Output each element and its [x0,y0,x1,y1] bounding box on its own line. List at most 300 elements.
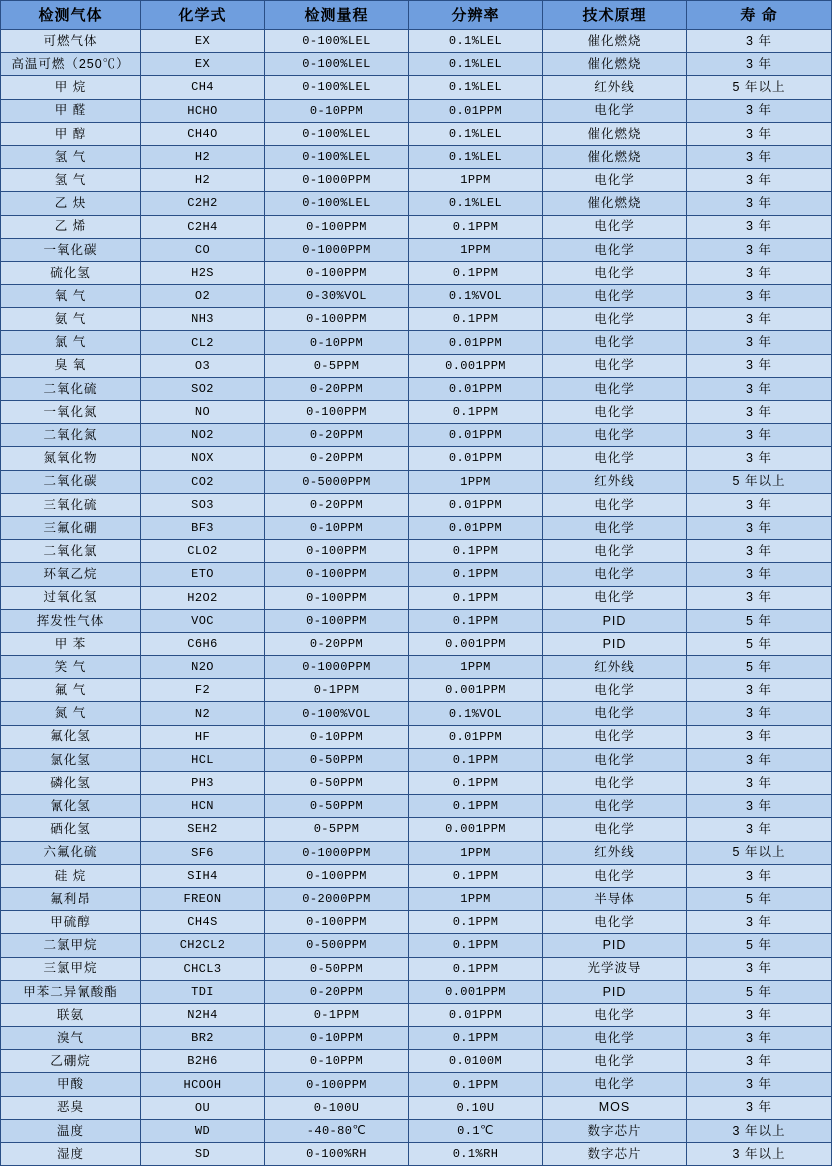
cell-gas: 氰化氢 [1,795,141,818]
cell-formula: C2H4 [141,215,265,238]
cell-lifespan: 3 年 [687,122,832,145]
table-row [1,285,832,308]
cell-principle: MOS [543,1096,687,1119]
cell-resolution: 0.001PPM [409,354,543,377]
cell-resolution: 0.1PPM [409,864,543,887]
cell-resolution: 0.1PPM [409,261,543,284]
cell-formula: SF6 [141,841,265,864]
cell-lifespan: 3 年 [687,424,832,447]
cell-range: 0-20PPM [265,980,409,1003]
cell-formula: NOX [141,447,265,470]
cell-range: 0-10PPM [265,725,409,748]
cell-resolution: 1PPM [409,656,543,679]
cell-principle: 数字芯片 [543,1143,687,1166]
cell-lifespan: 3 年 [687,238,832,261]
cell-range: 0-50PPM [265,772,409,795]
cell-resolution: 0.01PPM [409,99,543,122]
cell-resolution: 0.1PPM [409,563,543,586]
column-header-resolution: 分辨率 [409,1,543,30]
cell-gas: 三氟化硼 [1,516,141,539]
cell-resolution: 0.01PPM [409,377,543,400]
cell-gas: 笑 气 [1,656,141,679]
table-row [1,169,832,192]
cell-gas: 温度 [1,1119,141,1142]
cell-range: 0-100%LEL [265,192,409,215]
cell-principle: PID [543,632,687,655]
cell-gas: 甲酸 [1,1073,141,1096]
cell-gas: 乙 炔 [1,192,141,215]
table-row [1,215,832,238]
cell-gas: 环氧乙烷 [1,563,141,586]
cell-gas: 三氯甲烷 [1,957,141,980]
cell-lifespan: 3 年 [687,795,832,818]
cell-gas: 氯化氢 [1,748,141,771]
cell-range: 0-100%LEL [265,30,409,53]
cell-principle: 电化学 [543,377,687,400]
cell-range: 0-20PPM [265,424,409,447]
cell-formula: HCN [141,795,265,818]
table-row [1,76,832,99]
cell-range: 0-100PPM [265,609,409,632]
cell-gas: 氢 气 [1,169,141,192]
table-row [1,261,832,284]
table-row [1,331,832,354]
cell-range: 0-1000PPM [265,841,409,864]
cell-range: 0-10PPM [265,331,409,354]
cell-lifespan: 3 年 [687,748,832,771]
cell-principle: 电化学 [543,331,687,354]
table-row [1,192,832,215]
cell-gas: 二氧化碳 [1,470,141,493]
cell-resolution: 0.1PPM [409,586,543,609]
cell-principle: 红外线 [543,470,687,493]
cell-lifespan: 3 年以上 [687,1119,832,1142]
cell-resolution: 0.1PPM [409,911,543,934]
cell-range: 0-100%RH [265,1143,409,1166]
table-row [1,980,832,1003]
cell-formula: NO [141,401,265,424]
cell-lifespan: 5 年以上 [687,470,832,493]
cell-resolution: 0.1PPM [409,957,543,980]
cell-formula: SEH2 [141,818,265,841]
cell-formula: OU [141,1096,265,1119]
column-header-gas: 检测气体 [1,1,141,30]
cell-range: 0-5000PPM [265,470,409,493]
cell-resolution: 1PPM [409,238,543,261]
table-row [1,772,832,795]
cell-lifespan: 3 年 [687,331,832,354]
table-row [1,702,832,725]
table-row [1,679,832,702]
cell-formula: N2O [141,656,265,679]
cell-gas: 甲 醇 [1,122,141,145]
cell-resolution: 0.1PPM [409,1073,543,1096]
cell-lifespan: 3 年 [687,493,832,516]
cell-lifespan: 3 年 [687,215,832,238]
cell-principle: 红外线 [543,76,687,99]
cell-gas: 溴气 [1,1027,141,1050]
cell-resolution: 0.001PPM [409,818,543,841]
cell-resolution: 0.01PPM [409,447,543,470]
cell-resolution: 0.1PPM [409,795,543,818]
cell-formula: CH2CL2 [141,934,265,957]
cell-resolution: 0.1%LEL [409,30,543,53]
cell-principle: PID [543,609,687,632]
cell-lifespan: 3 年 [687,1003,832,1026]
cell-resolution: 0.1%LEL [409,145,543,168]
cell-gas: 甲硫醇 [1,911,141,934]
table-row [1,540,832,563]
cell-lifespan: 3 年 [687,53,832,76]
cell-lifespan: 3 年 [687,169,832,192]
cell-lifespan: 3 年 [687,285,832,308]
cell-lifespan: 3 年 [687,99,832,122]
cell-range: 0-100PPM [265,563,409,586]
cell-formula: NH3 [141,308,265,331]
cell-range: 0-10PPM [265,1050,409,1073]
cell-principle: 电化学 [543,748,687,771]
cell-range: 0-5PPM [265,354,409,377]
cell-gas: 湿度 [1,1143,141,1166]
cell-gas: 恶臭 [1,1096,141,1119]
cell-range: 0-100%LEL [265,122,409,145]
cell-resolution: 0.001PPM [409,632,543,655]
cell-gas: 甲苯二异氰酸酯 [1,980,141,1003]
cell-gas: 甲 苯 [1,632,141,655]
cell-range: 0-2000PPM [265,887,409,910]
table-row [1,1027,832,1050]
cell-principle: PID [543,980,687,1003]
cell-resolution: 0.1PPM [409,1027,543,1050]
cell-range: 0-10PPM [265,1027,409,1050]
cell-range: 0-500PPM [265,934,409,957]
cell-principle: 电化学 [543,563,687,586]
cell-gas: 氟 气 [1,679,141,702]
cell-lifespan: 3 年 [687,30,832,53]
cell-formula: TDI [141,980,265,1003]
cell-lifespan: 3 年 [687,1073,832,1096]
cell-principle: 电化学 [543,169,687,192]
cell-lifespan: 5 年以上 [687,76,832,99]
cell-resolution: 0.1%LEL [409,76,543,99]
cell-lifespan: 3 年 [687,772,832,795]
cell-principle: 电化学 [543,540,687,563]
cell-principle: 电化学 [543,516,687,539]
table-row [1,725,832,748]
table-row [1,748,832,771]
cell-principle: 电化学 [543,261,687,284]
table-row [1,864,832,887]
cell-range: 0-50PPM [265,748,409,771]
cell-gas: 氮 气 [1,702,141,725]
cell-lifespan: 3 年 [687,261,832,284]
cell-lifespan: 3 年 [687,540,832,563]
cell-resolution: 0.1%LEL [409,122,543,145]
cell-gas: 二氯甲烷 [1,934,141,957]
table-row [1,354,832,377]
cell-lifespan: 3 年 [687,679,832,702]
cell-resolution: 1PPM [409,841,543,864]
table-row [1,586,832,609]
table-row [1,609,832,632]
cell-range: 0-1PPM [265,1003,409,1026]
cell-resolution: 1PPM [409,169,543,192]
cell-principle: 电化学 [543,1027,687,1050]
cell-range: 0-1000PPM [265,656,409,679]
cell-formula: O2 [141,285,265,308]
cell-principle: 催化燃烧 [543,122,687,145]
table-row [1,841,832,864]
table-row [1,795,832,818]
cell-lifespan: 3 年 [687,516,832,539]
cell-resolution: 0.01PPM [409,331,543,354]
cell-lifespan: 3 年 [687,911,832,934]
cell-formula: CHCL3 [141,957,265,980]
cell-formula: H2 [141,169,265,192]
cell-formula: FREON [141,887,265,910]
cell-principle: 电化学 [543,354,687,377]
cell-principle: 半导体 [543,887,687,910]
cell-resolution: 0.1PPM [409,308,543,331]
cell-resolution: 0.01PPM [409,424,543,447]
cell-range: 0-20PPM [265,493,409,516]
cell-formula: HCOOH [141,1073,265,1096]
cell-lifespan: 5 年 [687,656,832,679]
cell-range: 0-100PPM [265,864,409,887]
cell-gas: 乙硼烷 [1,1050,141,1073]
cell-principle: 电化学 [543,99,687,122]
cell-gas: 一氧化碳 [1,238,141,261]
cell-gas: 氯 气 [1,331,141,354]
cell-lifespan: 3 年 [687,586,832,609]
cell-formula: NO2 [141,424,265,447]
table-row [1,957,832,980]
cell-resolution: 0.01PPM [409,516,543,539]
cell-formula: CO2 [141,470,265,493]
cell-formula: HCHO [141,99,265,122]
cell-lifespan: 3 年 [687,377,832,400]
cell-resolution: 0.1℃ [409,1119,543,1142]
cell-range: 0-100%LEL [265,145,409,168]
cell-lifespan: 3 年 [687,1027,832,1050]
cell-principle: 电化学 [543,285,687,308]
table-row [1,447,832,470]
table-row [1,1096,832,1119]
cell-range: 0-100U [265,1096,409,1119]
cell-principle: 电化学 [543,679,687,702]
cell-resolution: 0.1%LEL [409,53,543,76]
cell-gas: 三氧化硫 [1,493,141,516]
cell-gas: 臭 氧 [1,354,141,377]
column-header-range: 检测量程 [265,1,409,30]
cell-resolution: 0.1%LEL [409,192,543,215]
cell-principle: 电化学 [543,772,687,795]
cell-gas: 二氧化氮 [1,424,141,447]
cell-gas: 硅 烷 [1,864,141,887]
cell-formula: BF3 [141,516,265,539]
cell-lifespan: 3 年以上 [687,1143,832,1166]
cell-principle: 电化学 [543,864,687,887]
cell-lifespan: 3 年 [687,308,832,331]
cell-formula: H2O2 [141,586,265,609]
cell-formula: SO3 [141,493,265,516]
cell-resolution: 0.01PPM [409,1003,543,1026]
cell-formula: SD [141,1143,265,1166]
cell-lifespan: 5 年 [687,980,832,1003]
cell-lifespan: 5 年以上 [687,841,832,864]
cell-resolution: 0.01PPM [409,725,543,748]
cell-formula: F2 [141,679,265,702]
column-header-lifespan: 寿 命 [687,1,832,30]
cell-formula: VOC [141,609,265,632]
cell-principle: 催化燃烧 [543,53,687,76]
cell-lifespan: 5 年 [687,609,832,632]
cell-lifespan: 5 年 [687,887,832,910]
cell-principle: 电化学 [543,911,687,934]
table-row [1,377,832,400]
cell-formula: C6H6 [141,632,265,655]
table-row [1,887,832,910]
cell-formula: B2H6 [141,1050,265,1073]
cell-lifespan: 3 年 [687,354,832,377]
cell-gas: 可燃气体 [1,30,141,53]
cell-principle: 电化学 [543,308,687,331]
cell-formula: HCL [141,748,265,771]
table-row [1,1143,832,1166]
cell-lifespan: 3 年 [687,1050,832,1073]
table-header-row [1,1,832,30]
cell-formula: SO2 [141,377,265,400]
cell-lifespan: 3 年 [687,1096,832,1119]
cell-resolution: 0.1%VOL [409,702,543,725]
cell-resolution: 0.1PPM [409,401,543,424]
cell-gas: 氟化氢 [1,725,141,748]
cell-resolution: 0.1%VOL [409,285,543,308]
cell-resolution: 0.0100M [409,1050,543,1073]
cell-principle: 催化燃烧 [543,30,687,53]
table-row [1,632,832,655]
column-header-principle: 技术原理 [543,1,687,30]
cell-gas: 挥发性气体 [1,609,141,632]
cell-lifespan: 3 年 [687,702,832,725]
cell-resolution: 0.1PPM [409,609,543,632]
cell-range: 0-5PPM [265,818,409,841]
cell-resolution: 1PPM [409,887,543,910]
cell-formula: H2 [141,145,265,168]
cell-gas: 磷化氢 [1,772,141,795]
cell-gas: 氟利昂 [1,887,141,910]
cell-formula: WD [141,1119,265,1142]
cell-formula: EX [141,53,265,76]
cell-resolution: 0.001PPM [409,679,543,702]
table-row [1,53,832,76]
cell-gas: 联氨 [1,1003,141,1026]
table-row [1,656,832,679]
cell-range: 0-10PPM [265,516,409,539]
cell-resolution: 0.1PPM [409,540,543,563]
cell-resolution: 0.01PPM [409,493,543,516]
table-row [1,424,832,447]
cell-principle: 电化学 [543,401,687,424]
cell-formula: ETO [141,563,265,586]
cell-principle: 电化学 [543,1003,687,1026]
cell-formula: PH3 [141,772,265,795]
cell-range: 0-100%LEL [265,53,409,76]
cell-range: 0-30%VOL [265,285,409,308]
cell-gas: 二氧化氯 [1,540,141,563]
cell-formula: EX [141,30,265,53]
table-row [1,470,832,493]
table-row [1,493,832,516]
table-row [1,30,832,53]
table-row [1,516,832,539]
cell-principle: 电化学 [543,493,687,516]
table-row [1,401,832,424]
cell-resolution: 0.1PPM [409,215,543,238]
cell-formula: SIH4 [141,864,265,887]
cell-resolution: 0.001PPM [409,980,543,1003]
table-row [1,145,832,168]
cell-range: 0-100PPM [265,261,409,284]
cell-gas: 硫化氢 [1,261,141,284]
cell-range: 0-1PPM [265,679,409,702]
cell-range: 0-1000PPM [265,238,409,261]
table-header [1,1,832,30]
cell-range: 0-1000PPM [265,169,409,192]
cell-gas: 甲 醛 [1,99,141,122]
cell-formula: N2H4 [141,1003,265,1026]
table-row [1,911,832,934]
cell-principle: 电化学 [543,725,687,748]
cell-lifespan: 3 年 [687,401,832,424]
cell-gas: 氧 气 [1,285,141,308]
cell-principle: 光学波导 [543,957,687,980]
cell-formula: CH4S [141,911,265,934]
cell-lifespan: 3 年 [687,957,832,980]
cell-resolution: 0.1PPM [409,772,543,795]
table-row [1,238,832,261]
cell-gas: 六氟化硫 [1,841,141,864]
cell-range: 0-100PPM [265,308,409,331]
cell-gas: 过氧化氢 [1,586,141,609]
cell-resolution: 0.1PPM [409,934,543,957]
cell-lifespan: 3 年 [687,563,832,586]
cell-range: 0-100PPM [265,1073,409,1096]
table-row [1,1003,832,1026]
cell-formula: CLO2 [141,540,265,563]
cell-principle: 电化学 [543,1073,687,1096]
cell-formula: C2H2 [141,192,265,215]
cell-range: 0-20PPM [265,632,409,655]
column-header-formula: 化学式 [141,1,265,30]
cell-lifespan: 3 年 [687,447,832,470]
cell-principle: 红外线 [543,656,687,679]
cell-resolution: 0.1%RH [409,1143,543,1166]
cell-principle: 电化学 [543,238,687,261]
cell-gas: 二氧化硫 [1,377,141,400]
table-row [1,818,832,841]
cell-principle: 电化学 [543,818,687,841]
table-row [1,1050,832,1073]
cell-principle: 催化燃烧 [543,145,687,168]
cell-lifespan: 3 年 [687,864,832,887]
cell-resolution: 1PPM [409,470,543,493]
cell-range: 0-100%VOL [265,702,409,725]
cell-lifespan: 3 年 [687,192,832,215]
cell-gas: 氮氧化物 [1,447,141,470]
table-row [1,122,832,145]
cell-range: 0-100PPM [265,215,409,238]
